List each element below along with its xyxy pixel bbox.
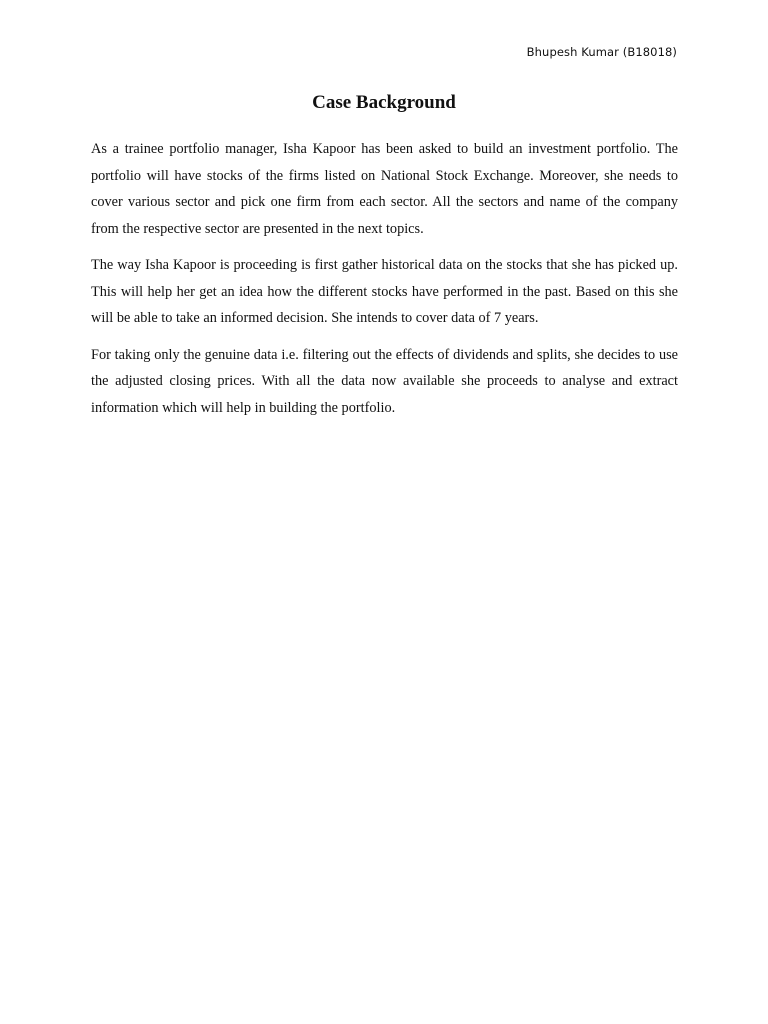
page-title: Case Background (312, 92, 456, 113)
body-text (91, 136, 678, 431)
paragraph-1: As a trainee portfolio manager, Isha Kapoor has been asked to build an investment portfolio. The portfolio will have stocks of the firms listed on National Stock Exchange. Moreover, she needs to cover various sector and pick one firm from each sector. All the sectors and name of the company from the respective sector are presented in the next topics. (91, 141, 678, 237)
paragraph-3: For taking only the genuine data i.e. filtering out the effects of dividends and splits, she decides to use the adjusted closing prices. With all the data now available she proceeds to analyse and extract information which will help in building the portfolio. (91, 346, 678, 416)
author-header: Bhupesh Kumar (B18018) (526, 45, 677, 59)
paragraph-2: The way Isha Kapoor is proceeding is first gather historical data on the stocks that she has picked up. This will help her get an idea how the different stocks have performed in the past. Based on this she will be able to take an informed decision. She intends to cover data of 7 years. (91, 257, 678, 326)
